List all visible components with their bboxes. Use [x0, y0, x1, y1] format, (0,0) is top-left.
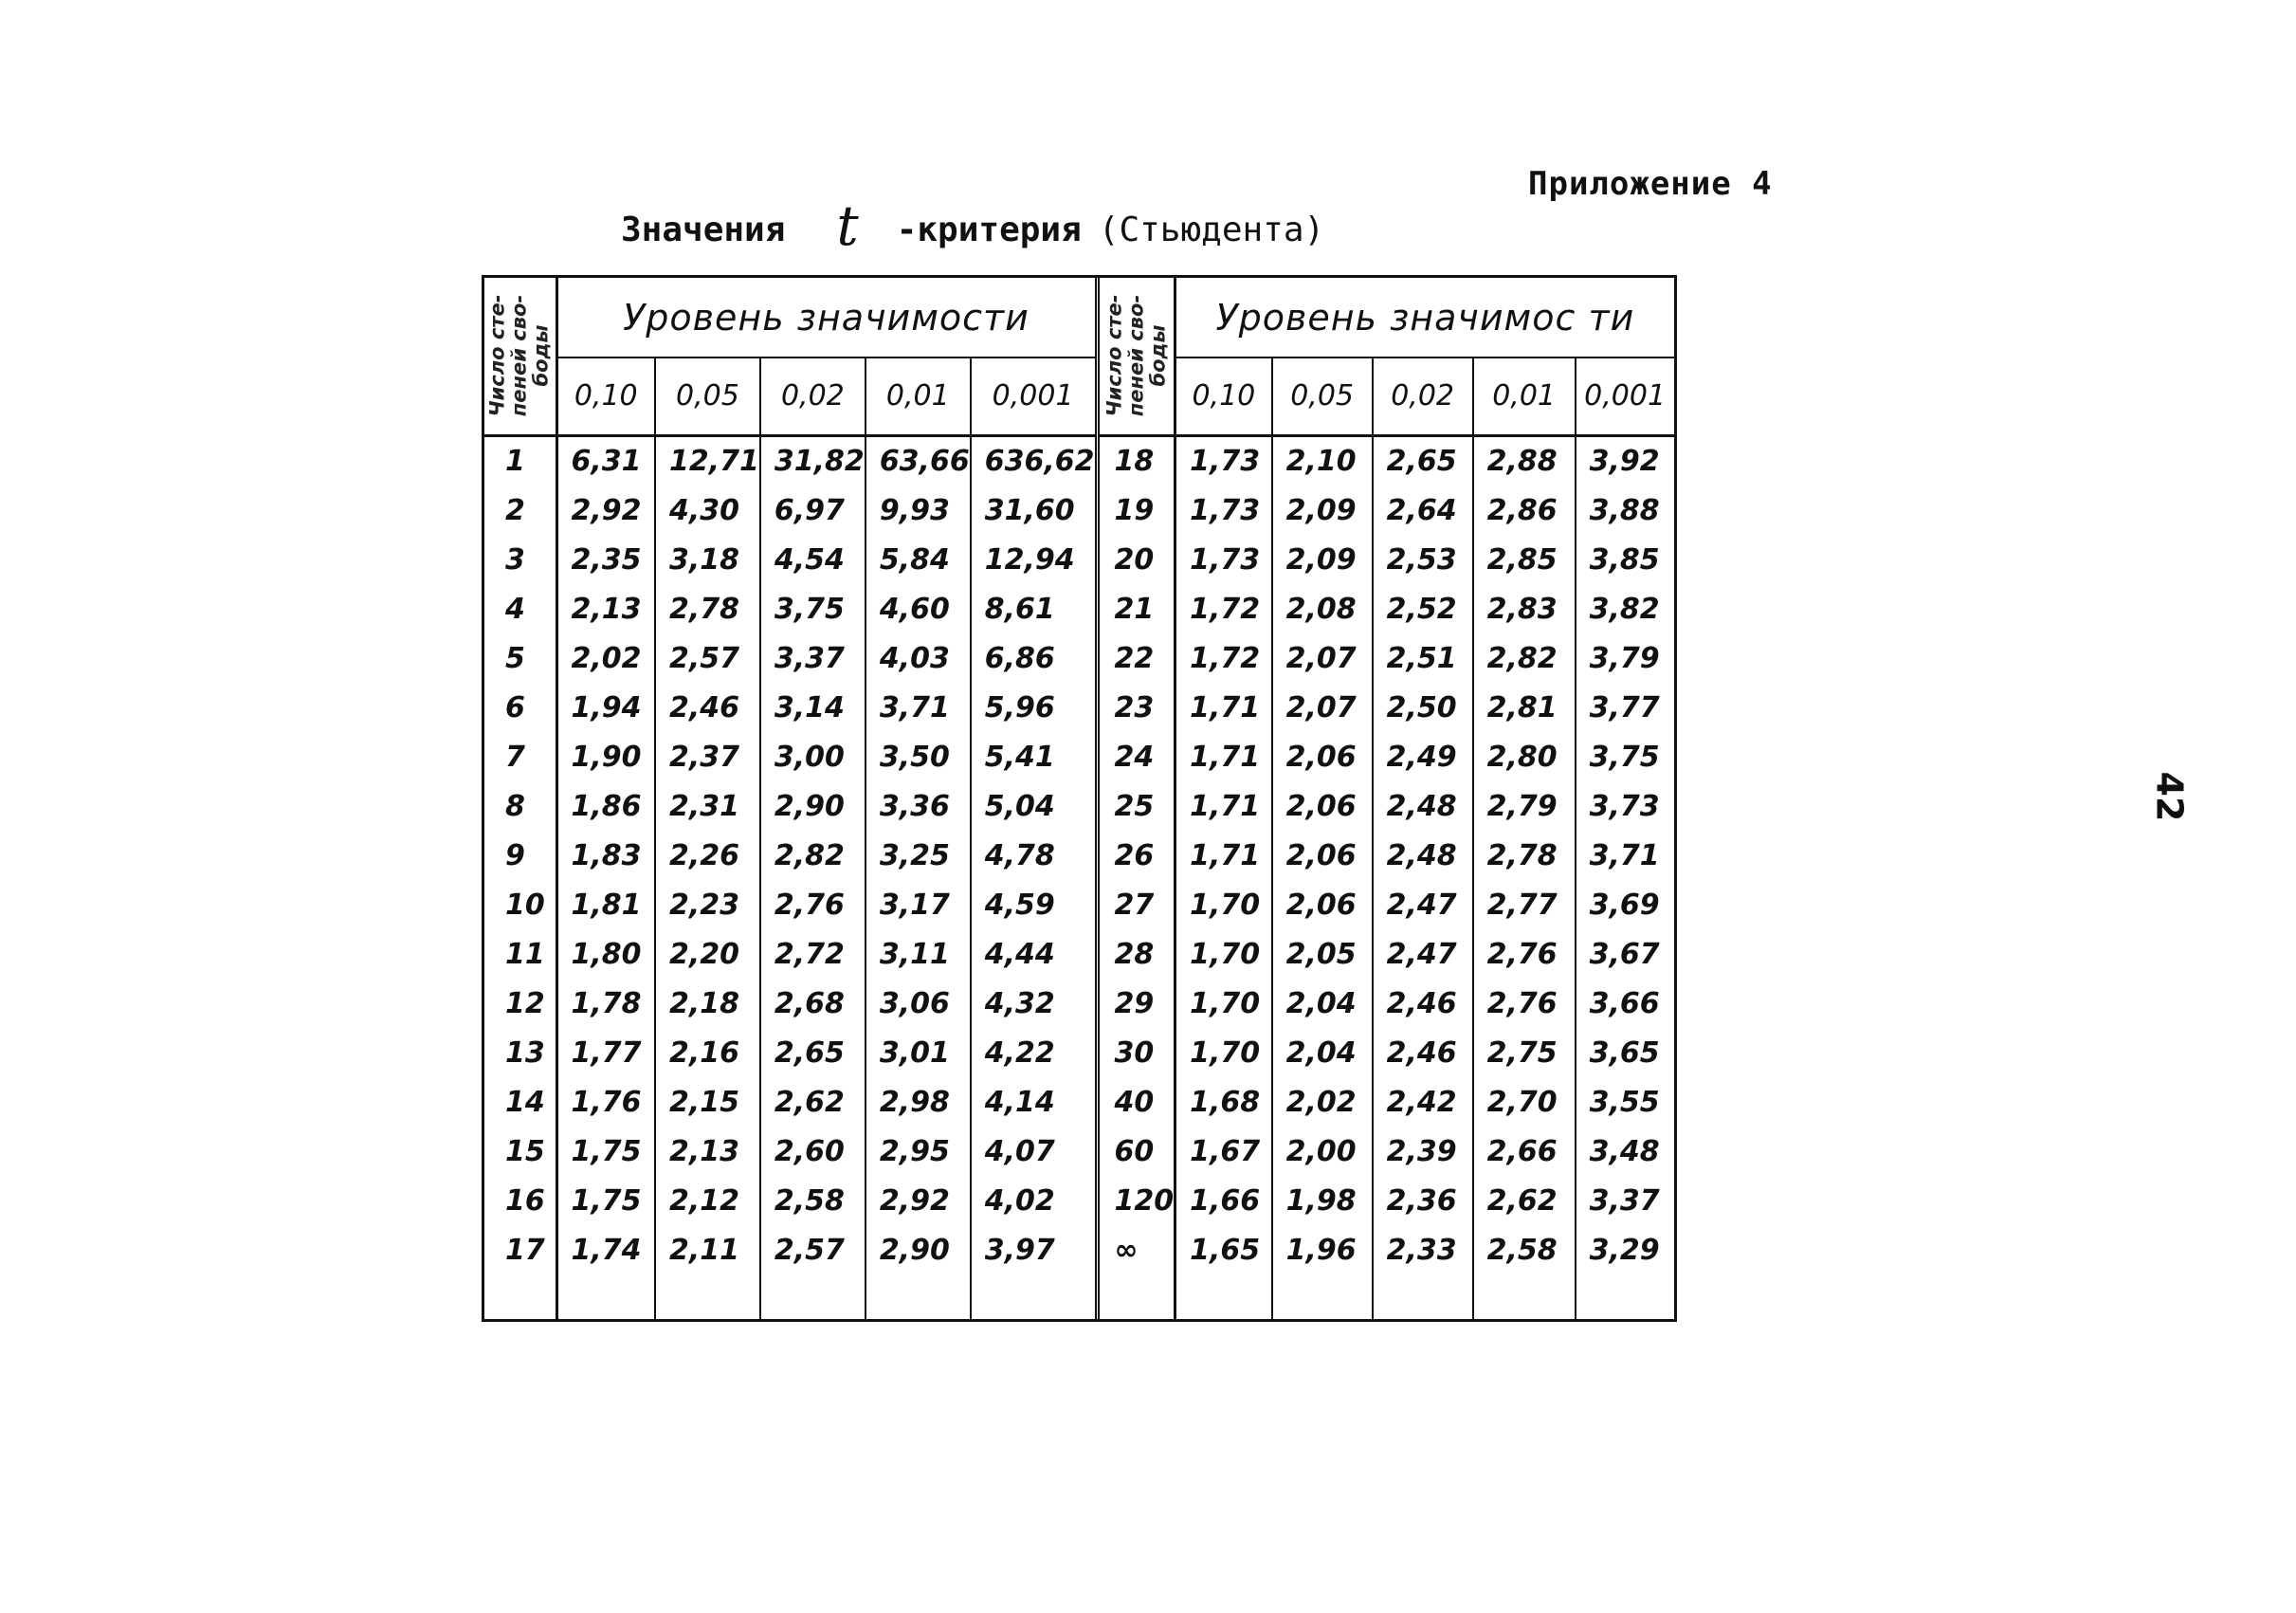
value-cell: 2,85 [1473, 536, 1576, 585]
value-cell: 2,90 [866, 1226, 971, 1275]
value-cell: 3,75 [760, 585, 866, 634]
value-cell: 3,66 [1589, 987, 1660, 1020]
alpha-header: 0,001 [971, 357, 1097, 435]
value-cell: 1,73 [1175, 486, 1272, 536]
df-cell: 14 [484, 1078, 556, 1127]
table-row [484, 1029, 1674, 1078]
value-cell: 2,48 [1373, 832, 1473, 881]
value-cell: 2,92 [556, 486, 655, 536]
value-cell: 6,97 [760, 486, 866, 536]
alpha-header: 0,01 [866, 357, 971, 435]
value-cell: 2,04 [1272, 980, 1373, 1029]
value-cell: 1,70 [1175, 980, 1272, 1029]
value-cell: 2,06 [1272, 733, 1373, 782]
value-cell: 63,66 [866, 435, 971, 486]
value-cell: 2,64 [1373, 486, 1473, 536]
df-cell: 21 [1097, 585, 1175, 634]
value-cell: 3,00 [760, 733, 866, 782]
value-cell: 2,62 [760, 1078, 866, 1127]
df-cell: 11 [484, 930, 556, 980]
value-cell: 2,86 [1473, 486, 1576, 536]
value-cell: 3,36 [866, 782, 971, 832]
value-cell: 2,66 [1473, 1127, 1576, 1177]
value-cell: 3,65 [1589, 1036, 1660, 1070]
value-cell: 2,20 [655, 930, 760, 980]
value-cell: 2,62 [1473, 1177, 1576, 1226]
value-cell: 4,78 [971, 832, 1097, 881]
title-symbol: t [836, 193, 859, 258]
value-cell: 1,80 [556, 930, 655, 980]
value-cell: 1,73 [1175, 435, 1272, 486]
value-cell: 1,70 [1175, 881, 1272, 930]
value-cell: 3,50 [866, 733, 971, 782]
value-cell: 1,71 [1175, 782, 1272, 832]
value-cell: 4,22 [971, 1029, 1097, 1078]
value-cell: 3,71 [1589, 839, 1660, 872]
value-cell: 1,65 [1175, 1226, 1272, 1275]
value-cell: 3,71 [866, 684, 971, 733]
df-cell: 23 [1097, 684, 1175, 733]
table-row [484, 486, 1674, 536]
df-cell: 3 [484, 536, 556, 585]
value-cell: 1,75 [556, 1127, 655, 1177]
value-cell: 3,37 [1589, 1184, 1660, 1218]
value-cell: 3,06 [866, 980, 971, 1029]
value-cell: 2,09 [1272, 486, 1373, 536]
table-row [484, 1226, 1674, 1275]
df-cell: 12 [484, 980, 556, 1029]
table-row [484, 435, 1674, 486]
value-cell: 1,74 [556, 1226, 655, 1275]
value-cell: 2,08 [1272, 585, 1373, 634]
value-cell: 3,48 [1589, 1135, 1660, 1168]
value-cell: 1,77 [556, 1029, 655, 1078]
df-cell: 26 [1097, 832, 1175, 881]
value-cell: 2,65 [1373, 435, 1473, 486]
value-cell: 1,96 [1272, 1226, 1373, 1275]
value-cell: 3,69 [1589, 889, 1660, 922]
value-cell: 1,70 [1175, 1029, 1272, 1078]
value-cell: 3,01 [866, 1029, 971, 1078]
value-cell: 2,13 [655, 1127, 760, 1177]
df-cell: 30 [1097, 1029, 1175, 1078]
value-cell: 2,76 [1473, 930, 1576, 980]
value-cell: 2,78 [655, 585, 760, 634]
value-cell: 5,41 [971, 733, 1097, 782]
value-cell: 2,09 [1272, 536, 1373, 585]
table-row [484, 585, 1674, 634]
value-cell: 2,82 [1473, 634, 1576, 684]
value-cell: 2,70 [1473, 1078, 1576, 1127]
df-cell: 17 [484, 1226, 556, 1275]
value-cell: 1,72 [1175, 634, 1272, 684]
value-cell: 1,71 [1175, 684, 1272, 733]
table-body [484, 435, 1674, 1319]
value-cell: 2,31 [655, 782, 760, 832]
value-cell: 2,06 [1272, 782, 1373, 832]
value-cell: 4,07 [971, 1127, 1097, 1177]
df-cell: 2 [484, 486, 556, 536]
value-cell: 1,94 [556, 684, 655, 733]
value-cell: 2,57 [760, 1226, 866, 1275]
alpha-header: 0,10 [1175, 357, 1272, 435]
df-label-left: Число сте- пеней сво- боды [485, 294, 553, 417]
value-cell: 6,31 [556, 435, 655, 486]
value-cell: 3,17 [866, 881, 971, 930]
value-cell: 3,67 [1589, 938, 1660, 971]
value-cell: 2,76 [1473, 980, 1576, 1029]
value-cell: 2,05 [1272, 930, 1373, 980]
table-row [484, 881, 1674, 930]
value-cell: 2,12 [655, 1177, 760, 1226]
value-cell: 2,49 [1373, 733, 1473, 782]
df-cell: 13 [484, 1029, 556, 1078]
df-cell: 120 [1097, 1177, 1175, 1226]
value-cell: 2,58 [1473, 1226, 1576, 1275]
appendix-label: Приложение 4 [1528, 165, 1773, 203]
value-cell: 2,92 [866, 1177, 971, 1226]
value-cell: 2,95 [866, 1127, 971, 1177]
blank-cell [971, 1275, 1097, 1319]
alpha-header: 0,001 [1576, 357, 1674, 435]
value-cell: 4,02 [971, 1177, 1097, 1226]
alpha-header: 0,05 [655, 357, 760, 435]
value-cell: 3,73 [1589, 790, 1660, 823]
value-cell: 3,97 [971, 1226, 1097, 1275]
value-cell: 31,82 [760, 435, 866, 486]
table-row [484, 980, 1674, 1029]
value-cell: 4,60 [866, 585, 971, 634]
value-cell: 3,14 [760, 684, 866, 733]
value-cell: 1,75 [556, 1177, 655, 1226]
value-cell: 2,06 [1272, 881, 1373, 930]
value-cell: 2,23 [655, 881, 760, 930]
df-cell: 4 [484, 585, 556, 634]
value-cell: 2,35 [556, 536, 655, 585]
value-cell: 2,02 [556, 634, 655, 684]
table-row [484, 634, 1674, 684]
value-cell: 2,00 [1272, 1127, 1373, 1177]
value-cell: 3,77 [1589, 691, 1660, 724]
title-suffix: -критерия [896, 211, 1082, 249]
value-cell: 2,76 [760, 881, 866, 930]
value-cell: 2,82 [760, 832, 866, 881]
alpha-header: 0,10 [556, 357, 655, 435]
value-cell: 12,94 [971, 536, 1097, 585]
value-cell: 2,51 [1373, 634, 1473, 684]
alpha-header: 0,01 [1473, 357, 1576, 435]
df-header-right [1097, 278, 1175, 435]
value-cell: 4,44 [971, 930, 1097, 980]
blank-cell [655, 1275, 760, 1319]
blank-cell [760, 1275, 866, 1319]
df-cell: 25 [1097, 782, 1175, 832]
value-cell: 2,78 [1473, 832, 1576, 881]
value-cell: 2,46 [655, 684, 760, 733]
value-cell: 3,85 [1589, 543, 1660, 577]
df-cell: ∞ [1097, 1226, 1175, 1275]
value-cell: 1,67 [1175, 1127, 1272, 1177]
value-cell: 4,54 [760, 536, 866, 585]
value-cell: 2,88 [1473, 435, 1576, 486]
table-row [484, 1127, 1674, 1177]
blank-cell [1272, 1275, 1373, 1319]
value-cell: 2,60 [760, 1127, 866, 1177]
value-cell: 2,90 [760, 782, 866, 832]
value-cell: 31,60 [971, 486, 1097, 536]
value-cell: 2,46 [1373, 1029, 1473, 1078]
df-cell: 7 [484, 733, 556, 782]
value-cell: 2,77 [1473, 881, 1576, 930]
value-cell: 3,82 [1589, 593, 1660, 626]
value-cell: 2,98 [866, 1078, 971, 1127]
value-cell: 3,55 [1589, 1086, 1660, 1119]
value-cell: 2,57 [655, 634, 760, 684]
table-row [484, 733, 1674, 782]
alpha-header: 0,02 [760, 357, 866, 435]
value-cell: 2,53 [1373, 536, 1473, 585]
df-cell: 8 [484, 782, 556, 832]
value-cell: 3,75 [1589, 741, 1660, 774]
table-row [484, 536, 1674, 585]
value-cell: 2,07 [1272, 634, 1373, 684]
title-prefix: Значения [621, 211, 786, 249]
df-header-left [484, 278, 556, 435]
value-cell: 1,71 [1175, 733, 1272, 782]
value-cell: 1,70 [1175, 930, 1272, 980]
value-cell: 2,47 [1373, 881, 1473, 930]
df-cell: 16 [484, 1177, 556, 1226]
df-cell: 22 [1097, 634, 1175, 684]
df-cell: 24 [1097, 733, 1175, 782]
df-cell: 5 [484, 634, 556, 684]
value-cell: 2,52 [1373, 585, 1473, 634]
value-cell: 2,39 [1373, 1127, 1473, 1177]
df-cell: 1 [484, 435, 556, 486]
value-cell: 5,84 [866, 536, 971, 585]
value-cell: 3,88 [1589, 494, 1660, 527]
df-cell: 9 [484, 832, 556, 881]
df-cell: 19 [1097, 486, 1175, 536]
value-cell: 1,72 [1175, 585, 1272, 634]
value-cell: 1,81 [556, 881, 655, 930]
blank-cell [484, 1275, 556, 1319]
value-cell: 3,29 [1589, 1234, 1660, 1267]
df-cell: 29 [1097, 980, 1175, 1029]
value-cell: 1,73 [1175, 536, 1272, 585]
value-cell: 2,37 [655, 733, 760, 782]
value-cell: 4,59 [971, 881, 1097, 930]
value-cell: 2,07 [1272, 684, 1373, 733]
value-cell: 5,96 [971, 684, 1097, 733]
value-cell: 12,71 [655, 435, 760, 486]
value-cell: 2,83 [1473, 585, 1576, 634]
value-cell: 2,46 [1373, 980, 1473, 1029]
value-cell: 1,66 [1175, 1177, 1272, 1226]
value-cell: 2,72 [760, 930, 866, 980]
blank-cell [1473, 1275, 1576, 1319]
df-cell: 60 [1097, 1127, 1175, 1177]
value-cell: 2,50 [1373, 684, 1473, 733]
value-cell: 3,25 [866, 832, 971, 881]
value-cell: 3,37 [760, 634, 866, 684]
table-row [484, 930, 1674, 980]
value-cell: 2,15 [655, 1078, 760, 1127]
alpha-header: 0,05 [1272, 357, 1373, 435]
df-cell: 40 [1097, 1078, 1175, 1127]
value-cell: 2,02 [1272, 1078, 1373, 1127]
df-cell: 10 [484, 881, 556, 930]
value-cell: 2,06 [1272, 832, 1373, 881]
df-label-right: Число сте- пеней сво- боды [1102, 294, 1170, 417]
value-cell: 1,86 [556, 782, 655, 832]
value-cell: 1,78 [556, 980, 655, 1029]
value-cell: 2,81 [1473, 684, 1576, 733]
blank-cell [1097, 1275, 1175, 1319]
level-header-right: Уровень значимос ти [1175, 278, 1674, 357]
value-cell: 636,62 [971, 435, 1097, 486]
value-cell: 3,18 [655, 536, 760, 585]
value-cell: 1,71 [1175, 832, 1272, 881]
value-cell: 4,30 [655, 486, 760, 536]
value-cell: 2,26 [655, 832, 760, 881]
df-cell: 28 [1097, 930, 1175, 980]
blank-cell [866, 1275, 971, 1319]
df-cell: 6 [484, 684, 556, 733]
value-cell: 1,76 [556, 1078, 655, 1127]
value-cell: 2,47 [1373, 930, 1473, 980]
level-header-left: Уровень значимости [556, 278, 1097, 357]
value-cell: 2,48 [1373, 782, 1473, 832]
value-cell: 6,86 [971, 634, 1097, 684]
title-paren: (Стьюдента) [1098, 211, 1325, 249]
value-cell: 4,32 [971, 980, 1097, 1029]
value-cell: 2,16 [655, 1029, 760, 1078]
value-cell: 1,90 [556, 733, 655, 782]
table-row [484, 782, 1674, 832]
value-cell: 2,65 [760, 1029, 866, 1078]
value-cell: 2,36 [1373, 1177, 1473, 1226]
blank-cell [556, 1275, 655, 1319]
value-cell: 2,42 [1373, 1078, 1473, 1127]
blank-row [484, 1275, 1674, 1319]
df-cell: 18 [1097, 435, 1175, 486]
value-cell: 4,03 [866, 634, 971, 684]
table-row [484, 832, 1674, 881]
value-cell: 1,83 [556, 832, 655, 881]
value-cell: 2,68 [760, 980, 866, 1029]
value-cell: 5,04 [971, 782, 1097, 832]
table-row [484, 684, 1674, 733]
table-row [484, 1177, 1674, 1226]
value-cell: 2,18 [655, 980, 760, 1029]
page-number: 42 [2148, 771, 2191, 822]
value-cell: 8,61 [971, 585, 1097, 634]
value-cell: 2,10 [1272, 435, 1373, 486]
value-cell: 2,13 [556, 585, 655, 634]
table-title [621, 190, 1325, 258]
df-cell: 27 [1097, 881, 1175, 930]
value-cell: 2,11 [655, 1226, 760, 1275]
t-distribution-table [482, 275, 1677, 1322]
value-cell: 2,79 [1473, 782, 1576, 832]
value-cell: 4,14 [971, 1078, 1097, 1127]
blank-cell [1373, 1275, 1473, 1319]
blank-cell [1576, 1275, 1674, 1319]
value-cell: 2,80 [1473, 733, 1576, 782]
table-row [484, 1078, 1674, 1127]
value-cell: 3,92 [1589, 445, 1660, 478]
df-cell: 20 [1097, 536, 1175, 585]
blank-cell [1175, 1275, 1272, 1319]
value-cell: 2,33 [1373, 1226, 1473, 1275]
value-cell: 3,11 [866, 930, 971, 980]
value-cell: 2,58 [760, 1177, 866, 1226]
value-cell: 1,98 [1272, 1177, 1373, 1226]
value-cell: 2,75 [1473, 1029, 1576, 1078]
value-cell: 3,79 [1589, 642, 1660, 675]
df-cell: 15 [484, 1127, 556, 1177]
value-cell: 9,93 [866, 486, 971, 536]
value-cell: 1,68 [1175, 1078, 1272, 1127]
value-cell: 2,04 [1272, 1029, 1373, 1078]
alpha-header: 0,02 [1373, 357, 1473, 435]
